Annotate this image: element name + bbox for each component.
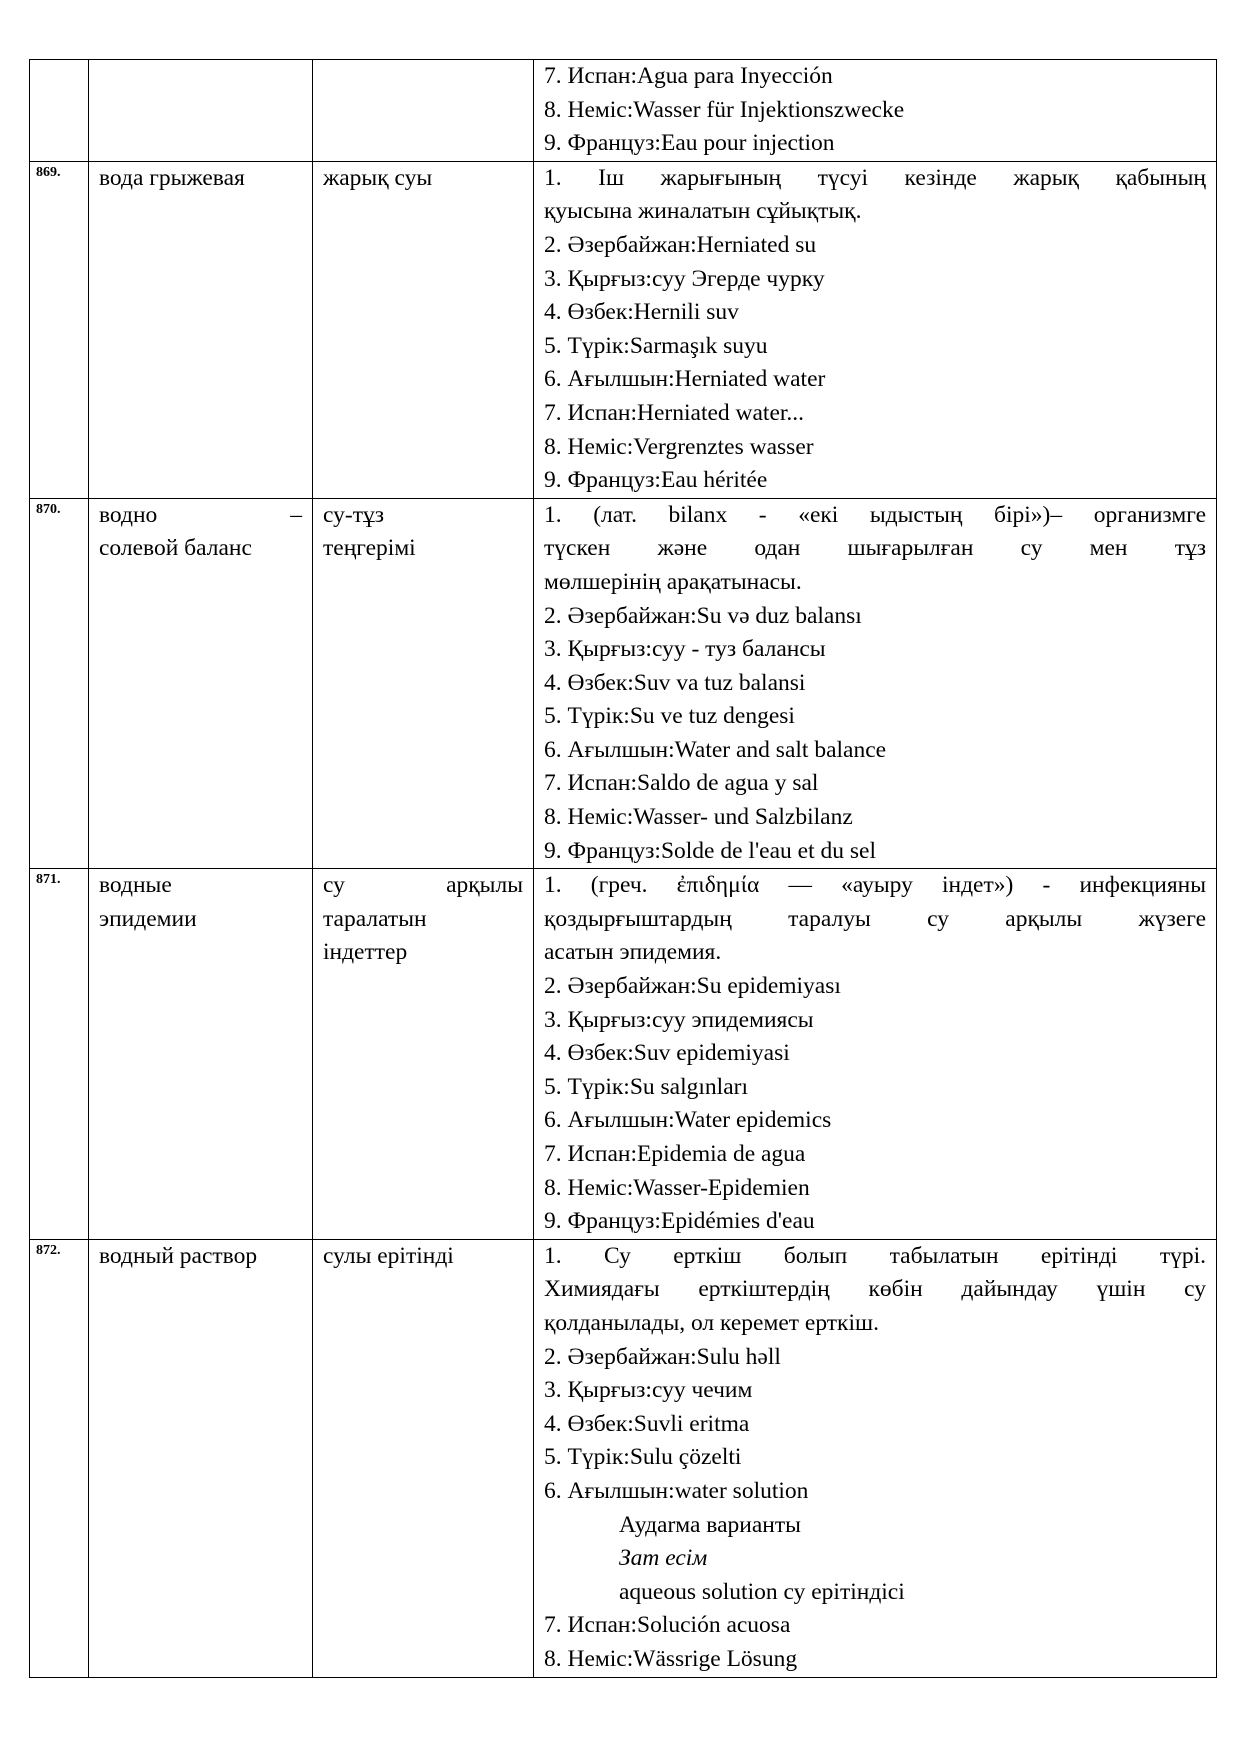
translation-line: 3. Қырғыз:суу - туз балансы <box>544 636 826 663</box>
translation-line: 3. Қырғыз:суу эпидемиясы <box>544 1006 814 1033</box>
russian-term-line: вода грыжевая <box>99 164 245 191</box>
definition-cell <box>534 869 1217 1240</box>
kazakh-term-cell <box>313 1239 534 1677</box>
kazakh-term-line: су арқылы <box>323 872 523 899</box>
russian-term-cell <box>89 60 313 162</box>
definition-line: Химиядағы ерткіштердің көбін дайындау үшін су <box>544 1276 1206 1303</box>
entry-number: 872. <box>30 1239 89 1677</box>
russian-term-line: солевой баланс <box>99 535 252 562</box>
document-page <box>29 59 1216 1678</box>
translation-line: 4. Өзбек:Hernili suv <box>544 299 739 326</box>
russian-term-line: водные <box>99 872 172 899</box>
translation-line: 6. Ағылшын:water solution <box>544 1477 809 1504</box>
russian-term-cell <box>89 1239 313 1677</box>
entry-number: 871. <box>30 869 89 1240</box>
definition-line: асатын эпидемия. <box>544 939 722 966</box>
translation-line: 3. Қырғыз:суу Эгерде чурку <box>544 265 825 292</box>
translation-line: 5. Түрік:Su ve tuz dengesi <box>544 703 795 730</box>
russian-term-line: водно – <box>99 501 302 528</box>
translation-line: 9. Француз:Epidémies d'eau <box>544 1208 815 1235</box>
translation-line: 2. Әзербайжан:Sulu həll <box>544 1343 781 1370</box>
kazakh-term-cell <box>313 498 534 869</box>
translation-line: 7. Испан:Saldo de agua y sal <box>544 770 819 797</box>
definition-line: мөлшерінің арақатынасы. <box>544 568 802 595</box>
kazakh-term-line: су-тұз <box>323 501 384 528</box>
russian-term-cell <box>89 498 313 869</box>
table-row <box>30 1239 1217 1677</box>
translation-line: 7. Испан:Herniated water... <box>544 399 805 426</box>
translation-line: 2. Әзербайжан:Su epidemiyası <box>544 973 841 1000</box>
translation-line: 8. Неміс:Vergrenztes wasser <box>544 433 814 460</box>
kazakh-term-cell <box>313 60 534 162</box>
definition-cell <box>534 60 1217 162</box>
definition-line: 1. (греч. ἐπιδημία — «ауыру індет») - инфекцияны <box>544 872 1206 899</box>
part-of-speech: Зат есім <box>619 1545 708 1572</box>
kazakh-term-line: таралатын <box>323 905 427 932</box>
definition-cell <box>534 498 1217 869</box>
translation-line: 2. Әзербайжан:Su və duz balansı <box>544 602 862 629</box>
translation-line: 9. Француз:Solde de l'eau et du sel <box>544 837 876 864</box>
translation-line: 9. Француз:Eau héritée <box>544 467 768 494</box>
dictionary-body <box>30 60 1217 1678</box>
kazakh-term-line: теңгерімі <box>323 535 416 562</box>
translation-line: 7. Испан:Epidemia de agua <box>544 1141 806 1167</box>
translation-line: 5. Түрік:Sarmaşık suyu <box>544 332 768 359</box>
translation-line: 8. Неміс:Wasser-Epidemien <box>544 1174 810 1201</box>
translation-line: 2. Әзербайжан:Herniated su <box>544 231 817 258</box>
translation-line: 7. Испан:Solución acuosa <box>544 1612 791 1639</box>
kazakh-term-line: індеттер <box>323 939 408 966</box>
table-row <box>30 60 1217 162</box>
translation-line: 6. Ағылшын:Herniated water <box>544 366 826 393</box>
definition-line: 1. Іш жарығының түсуі кезінде жарық қабының <box>544 164 1206 191</box>
definition-line: 1. Су ерткіш болып табылатын ерітінді түрі. <box>544 1242 1206 1269</box>
translation-line: 6. Ағылшын:Water epidemics <box>544 1107 832 1134</box>
dictionary-table <box>29 59 1217 1678</box>
translation-line: 8. Неміс:Wässrige Lösung <box>544 1645 798 1672</box>
table-row <box>30 869 1217 1240</box>
translation-line: 8. Неміс:Wasser für Injektionszwecke <box>544 96 905 123</box>
definition-line: қоздырғыштардың таралуы су арқылы жүзеге <box>544 905 1206 932</box>
translation-line: 4. Өзбек:Suvli eritma <box>544 1410 750 1437</box>
definition-cell <box>534 1239 1217 1677</box>
entry-number: 869. <box>30 161 89 498</box>
russian-term-line: эпидемии <box>99 905 197 932</box>
kazakh-term-line: жарық суы <box>323 164 433 191</box>
definition-line: түскен және одан шығарылған су мен тұз <box>544 535 1206 562</box>
entry-number: 870. <box>30 498 89 869</box>
definition-line: 1. (лат. bilanx - «екі ыдыстың бірі»)– организмге <box>544 501 1206 528</box>
translation-line: 6. Ағылшын:Water and salt balance <box>544 736 887 763</box>
russian-term-cell <box>89 161 313 498</box>
kazakh-term-cell <box>313 161 534 498</box>
translation-line: 5. Түрік:Sulu çözelti <box>544 1444 742 1471</box>
kazakh-term-line: сулы ерітінді <box>323 1242 454 1269</box>
kazakh-term-cell <box>313 869 534 1240</box>
entry-number <box>30 60 89 162</box>
variant-entry: aqueous solution су ерітіндісі <box>619 1578 905 1605</box>
variants-heading: Аудarма варианты <box>619 1511 801 1538</box>
translation-line: 4. Өзбек:Suv epidemiyasi <box>544 1040 790 1067</box>
russian-term-cell <box>89 869 313 1240</box>
table-row <box>30 498 1217 869</box>
translation-line: 9. Француз:Eau pour injection <box>544 130 835 157</box>
translation-line: 5. Түрік:Su salgınları <box>544 1073 748 1100</box>
definition-line: қолданылады, ол керемет ерткіш. <box>544 1309 879 1336</box>
translation-line: 4. Өзбек:Suv va tuz balansi <box>544 669 806 696</box>
russian-term-line: водный раствор <box>99 1242 258 1269</box>
translation-line: 7. Испан:Agua para Inyección <box>544 63 833 89</box>
definition-line: қуысына жиналатын сұйықтық. <box>544 198 862 225</box>
translation-line: 8. Неміс:Wasser- und Salzbilanz <box>544 804 853 831</box>
table-row <box>30 161 1217 498</box>
translation-line: 3. Қырғыз:суу чечим <box>544 1377 753 1404</box>
definition-cell <box>534 161 1217 498</box>
